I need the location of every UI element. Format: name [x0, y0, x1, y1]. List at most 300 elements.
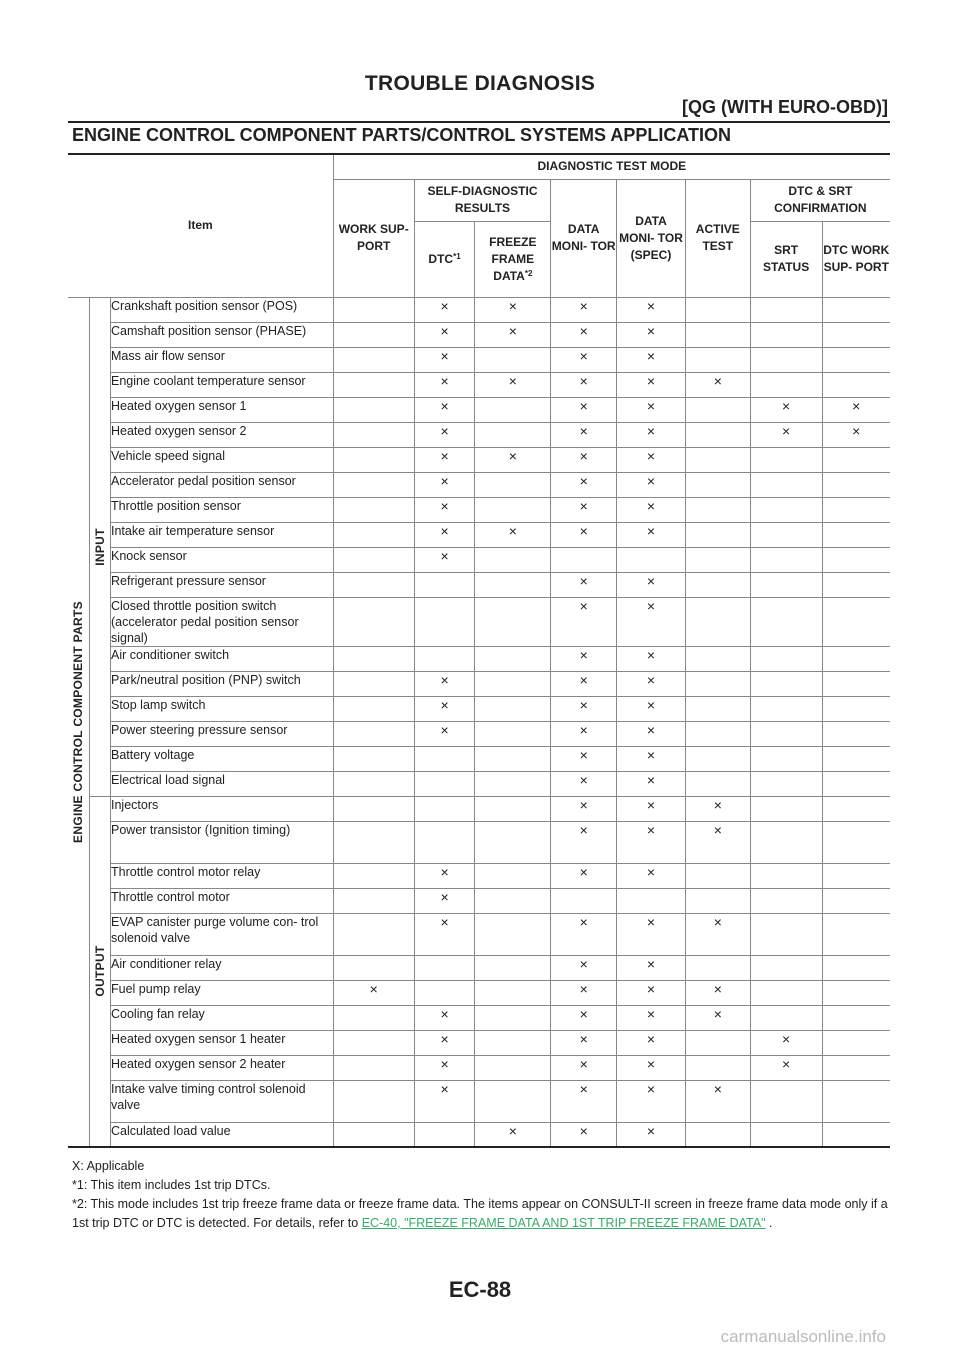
data-monitor-header: DATA MONI- TOR: [551, 179, 617, 297]
applicable-mark: [822, 1080, 890, 1122]
applicable-mark: ×: [617, 1030, 686, 1055]
applicable-mark: ×: [414, 671, 475, 696]
applicable-mark: [475, 771, 551, 796]
applicable-mark: [333, 696, 414, 721]
applicable-mark: ×: [617, 913, 686, 955]
table-row: [68, 547, 890, 572]
dtc-header: DTC$^{*1}$: [414, 221, 475, 297]
applicable-mark: [750, 696, 822, 721]
applicable-mark: ×: [414, 863, 475, 888]
applicable-mark: [822, 1030, 890, 1055]
applicable-mark: ×: [551, 955, 617, 980]
applicable-mark: [414, 572, 475, 597]
applicable-mark: ×: [617, 597, 686, 646]
table-row: [68, 671, 890, 696]
applicable-mark: [333, 771, 414, 796]
applicable-mark: [333, 547, 414, 572]
applicable-mark: ×: [551, 1030, 617, 1055]
applicable-mark: ×: [617, 447, 686, 472]
table-row: [68, 447, 890, 472]
applicable-mark: [475, 572, 551, 597]
applicable-mark: ×: [617, 472, 686, 497]
applicable-mark: ×: [617, 796, 686, 821]
applicable-mark: [750, 497, 822, 522]
output-group-label: OUTPUT: [92, 945, 107, 997]
applicable-mark: [414, 746, 475, 771]
table-row: [68, 1122, 890, 1147]
applicable-mark: ×: [414, 1080, 475, 1122]
item-name: Intake valve timing control solenoid valve: [111, 1080, 334, 1122]
applicable-mark: [822, 696, 890, 721]
applicable-mark: [617, 547, 686, 572]
applicable-mark: ×: [414, 397, 475, 422]
applicable-mark: ×: [551, 422, 617, 447]
applicable-mark: [475, 422, 551, 447]
dtc-work-support-header: DTC WORK SUP- PORT: [822, 221, 890, 297]
applicable-mark: [822, 955, 890, 980]
applicable-mark: [685, 888, 750, 913]
applicable-mark: ×: [617, 422, 686, 447]
applicable-mark: [750, 913, 822, 955]
applicable-mark: ×: [617, 721, 686, 746]
applicable-mark: ×: [551, 863, 617, 888]
applicable-mark: [822, 322, 890, 347]
watermark: carmanualsonline.info: [720, 1327, 886, 1346]
applicable-mark: ×: [551, 980, 617, 1005]
applicable-mark: ×: [617, 1005, 686, 1030]
applicable-mark: ×: [551, 497, 617, 522]
item-header: Item: [68, 154, 333, 297]
applicable-mark: [333, 913, 414, 955]
applicable-mark: [475, 397, 551, 422]
applicable-mark: [750, 771, 822, 796]
applicable-mark: [822, 746, 890, 771]
applicable-mark: [475, 347, 551, 372]
applicable-mark: [414, 955, 475, 980]
applicable-mark: ×: [750, 422, 822, 447]
applicable-mark: ×: [617, 297, 686, 322]
work-support-header: WORK SUP- PORT: [333, 179, 414, 297]
applicable-mark: [414, 646, 475, 671]
applicable-mark: ×: [551, 821, 617, 863]
applicable-mark: ×: [475, 322, 551, 347]
input-group-cell: [89, 297, 110, 796]
applicable-mark: [685, 547, 750, 572]
item-name: Heated oxygen sensor 1: [111, 397, 334, 422]
applicable-mark: [822, 572, 890, 597]
applicable-mark: [750, 297, 822, 322]
applicable-mark: ×: [551, 472, 617, 497]
applicable-mark: ×: [617, 696, 686, 721]
applicable-mark: [475, 472, 551, 497]
applicable-mark: [475, 671, 551, 696]
applicable-mark: [750, 980, 822, 1005]
input-group-label: INPUT: [92, 527, 107, 566]
applicable-mark: ×: [685, 372, 750, 397]
applicable-mark: [333, 447, 414, 472]
item-name: Knock sensor: [111, 547, 334, 572]
table-row: [68, 646, 890, 671]
applicable-mark: [685, 447, 750, 472]
table-row: [68, 297, 890, 322]
item-name: Battery voltage: [111, 746, 334, 771]
applicable-mark: [475, 1080, 551, 1122]
item-name: Fuel pump relay: [111, 980, 334, 1005]
applicable-mark: [414, 796, 475, 821]
applicable-mark: [822, 1122, 890, 1147]
applicable-mark: [333, 347, 414, 372]
applicable-mark: ×: [475, 372, 551, 397]
applicable-mark: [551, 547, 617, 572]
applicable-mark: ×: [617, 522, 686, 547]
applicable-mark: [685, 863, 750, 888]
applicable-mark: [822, 796, 890, 821]
applicable-mark: ×: [617, 347, 686, 372]
applicable-mark: [475, 497, 551, 522]
applicable-mark: [333, 796, 414, 821]
applicable-mark: [822, 472, 890, 497]
table-row: [68, 821, 890, 863]
applicable-mark: [475, 547, 551, 572]
table-row: [68, 863, 890, 888]
applicable-mark: [685, 347, 750, 372]
applicable-mark: [750, 1080, 822, 1122]
srt-status-header: SRT STATUS: [750, 221, 822, 297]
applicable-mark: [750, 746, 822, 771]
applicable-mark: ×: [750, 1030, 822, 1055]
applicable-mark: ×: [822, 397, 890, 422]
applicable-mark: [750, 1005, 822, 1030]
item-name: Vehicle speed signal: [111, 447, 334, 472]
section-title: ENGINE CONTROL COMPONENT PARTS/CONTROL SYSTEMS APPLICATION: [72, 125, 732, 145]
item-name: Air conditioner relay: [111, 955, 334, 980]
table-row: [68, 980, 890, 1005]
applicable-mark: ×: [685, 980, 750, 1005]
applicable-mark: ×: [617, 955, 686, 980]
applicable-mark: ×: [551, 447, 617, 472]
applicable-mark: [333, 597, 414, 646]
item-name: Heated oxygen sensor 2: [111, 422, 334, 447]
applicable-mark: ×: [617, 746, 686, 771]
item-name: Mass air flow sensor: [111, 347, 334, 372]
applicable-mark: [750, 547, 822, 572]
applicable-mark: [822, 372, 890, 397]
applicable-mark: ×: [617, 397, 686, 422]
applicable-mark: [414, 1122, 475, 1147]
applicable-mark: [333, 472, 414, 497]
table-row: [68, 1030, 890, 1055]
applicable-mark: [475, 696, 551, 721]
applicable-mark: [333, 821, 414, 863]
page-header-subtitle: [QG (WITH EURO-OBD)]: [682, 97, 888, 117]
applicable-mark: [685, 522, 750, 547]
table-row: [68, 497, 890, 522]
applicable-mark: ×: [414, 547, 475, 572]
applicable-mark: [685, 472, 750, 497]
table-row: [68, 472, 890, 497]
applicable-mark: ×: [685, 913, 750, 955]
header-divider: [68, 121, 890, 123]
applicable-mark: [822, 646, 890, 671]
data-monitor-spec-header: DATA MONI- TOR (SPEC): [617, 179, 686, 297]
applicable-mark: [750, 671, 822, 696]
freeze-frame-header: FREEZE FRAME DATA$^{*2}$: [475, 221, 551, 297]
applicable-mark: [617, 888, 686, 913]
page-number: EC-88: [448, 1277, 512, 1302]
applicable-mark: [750, 597, 822, 646]
table-row: [68, 372, 890, 397]
applicable-mark: ×: [551, 1122, 617, 1147]
applicable-mark: [333, 397, 414, 422]
table-row: [68, 888, 890, 913]
applicable-mark: ×: [475, 297, 551, 322]
applicable-mark: [475, 980, 551, 1005]
applicable-mark: ×: [685, 796, 750, 821]
component-parts-label: ENGINE CONTROL COMPONENT PARTS: [71, 600, 86, 843]
applicable-mark: ×: [617, 771, 686, 796]
applicable-mark: [333, 721, 414, 746]
applicable-mark: ×: [551, 372, 617, 397]
applicable-mark: ×: [551, 671, 617, 696]
table-row: [68, 572, 890, 597]
applicable-mark: ×: [685, 1080, 750, 1122]
applicable-mark: ×: [750, 397, 822, 422]
item-name: Throttle control motor relay: [111, 863, 334, 888]
table-row: [68, 347, 890, 372]
application-table: [68, 153, 890, 1148]
applicable-mark: [414, 980, 475, 1005]
applicable-mark: ×: [414, 497, 475, 522]
table-row: [68, 746, 890, 771]
applicable-mark: [822, 913, 890, 955]
applicable-mark: ×: [685, 1005, 750, 1030]
applicable-mark: ×: [551, 572, 617, 597]
applicable-mark: ×: [551, 771, 617, 796]
applicable-mark: ×: [617, 980, 686, 1005]
applicable-mark: [685, 497, 750, 522]
applicable-mark: [750, 472, 822, 497]
item-name: Camshaft position sensor (PHASE): [111, 322, 334, 347]
applicable-mark: [750, 721, 822, 746]
applicable-mark: [333, 955, 414, 980]
applicable-mark: [750, 863, 822, 888]
applicable-mark: [333, 297, 414, 322]
applicable-mark: ×: [414, 913, 475, 955]
applicable-mark: [333, 572, 414, 597]
applicable-mark: ×: [617, 572, 686, 597]
applicable-mark: [333, 497, 414, 522]
applicable-mark: ×: [551, 913, 617, 955]
applicable-mark: [750, 821, 822, 863]
applicable-mark: [475, 1055, 551, 1080]
applicable-mark: [475, 646, 551, 671]
item-name: Heated oxygen sensor 1 heater: [111, 1030, 334, 1055]
applicable-mark: ×: [414, 522, 475, 547]
applicable-mark: [685, 1122, 750, 1147]
applicable-mark: ×: [617, 1122, 686, 1147]
applicable-mark: ×: [617, 497, 686, 522]
item-name: Intake air temperature sensor: [111, 522, 334, 547]
applicable-mark: [333, 1080, 414, 1122]
applicable-mark: ×: [475, 522, 551, 547]
table-row: [68, 1055, 890, 1080]
diagnostic-test-mode-header: DIAGNOSTIC TEST MODE: [333, 154, 890, 179]
applicable-mark: [333, 372, 414, 397]
applicable-mark: ×: [617, 671, 686, 696]
applicable-mark: [333, 1122, 414, 1147]
self-diagnostic-header: SELF-DIAGNOSTIC RESULTS: [414, 179, 551, 221]
item-name: Accelerator pedal position sensor: [111, 472, 334, 497]
applicable-mark: [333, 646, 414, 671]
applicable-mark: [822, 597, 890, 646]
applicable-mark: [685, 1055, 750, 1080]
applicable-mark: ×: [551, 721, 617, 746]
applicable-mark: ×: [414, 472, 475, 497]
table-row: [68, 522, 890, 547]
applicable-mark: ×: [414, 447, 475, 472]
applicable-mark: [333, 888, 414, 913]
item-name: Refrigerant pressure sensor: [111, 572, 334, 597]
applicable-mark: ×: [822, 422, 890, 447]
applicable-mark: [475, 597, 551, 646]
applicable-mark: [822, 347, 890, 372]
applicable-mark: ×: [551, 397, 617, 422]
applicable-mark: [333, 1005, 414, 1030]
applicable-mark: ×: [551, 696, 617, 721]
applicable-mark: [685, 721, 750, 746]
applicable-mark: [414, 821, 475, 863]
applicable-mark: [685, 1030, 750, 1055]
applicable-mark: [685, 597, 750, 646]
footnote-2: *2: This mode includes 1st trip freeze frame data or freeze frame data. The items appear on CONSULT-II screen in freeze frame data mode only if a 1st trip DTC or DTC is detected. For details, refer to EC-40, "FREEZE FRAME DATA AND 1ST TRIP FREEZE FRAME DATA" .: [72, 1197, 888, 1230]
applicable-mark: ×: [414, 297, 475, 322]
applicable-mark: [750, 322, 822, 347]
item-name: Heated oxygen sensor 2 heater: [111, 1055, 334, 1080]
freeze-frame-data-link[interactable]: EC-40, "FREEZE FRAME DATA AND 1ST TRIP FREEZE FRAME DATA": [361, 1216, 766, 1230]
applicable-mark: [822, 547, 890, 572]
item-name: Calculated load value: [111, 1122, 334, 1147]
applicable-mark: ×: [551, 1080, 617, 1122]
applicable-mark: [475, 863, 551, 888]
applicable-mark: [333, 1030, 414, 1055]
applicable-mark: [475, 913, 551, 955]
table-row: [68, 721, 890, 746]
applicable-mark: [333, 1055, 414, 1080]
table-row: [68, 1080, 890, 1122]
item-name: Cooling fan relay: [111, 1005, 334, 1030]
applicable-mark: [750, 646, 822, 671]
applicable-mark: [333, 746, 414, 771]
applicable-mark: [750, 796, 822, 821]
applicable-mark: [475, 955, 551, 980]
applicable-mark: ×: [617, 646, 686, 671]
applicable-mark: [822, 821, 890, 863]
applicable-mark: [822, 522, 890, 547]
item-name: EVAP canister purge volume con- trol solenoid valve: [111, 913, 334, 955]
applicable-mark: ×: [617, 863, 686, 888]
applicable-mark: [822, 771, 890, 796]
applicable-mark: [822, 721, 890, 746]
applicable-mark: [685, 646, 750, 671]
applicable-mark: ×: [551, 597, 617, 646]
applicable-mark: [822, 980, 890, 1005]
applicable-mark: ×: [414, 696, 475, 721]
item-name: Crankshaft position sensor (POS): [111, 297, 334, 322]
active-test-header: ACTIVE TEST: [685, 179, 750, 297]
dtc-srt-confirmation-header: DTC & SRT CONFIRMATION: [750, 179, 890, 221]
applicable-mark: ×: [414, 372, 475, 397]
applicable-mark: ×: [551, 796, 617, 821]
applicable-mark: ×: [414, 1030, 475, 1055]
item-name: Power steering pressure sensor: [111, 721, 334, 746]
item-name: Electrical load signal: [111, 771, 334, 796]
applicable-mark: ×: [333, 980, 414, 1005]
applicable-mark: ×: [551, 646, 617, 671]
applicable-mark: ×: [551, 746, 617, 771]
applicable-mark: [685, 771, 750, 796]
applicable-mark: [333, 671, 414, 696]
table-row: [68, 913, 890, 955]
footnote-1: *1: This item includes 1st trip DTCs.: [72, 1178, 271, 1192]
applicable-mark: ×: [551, 347, 617, 372]
applicable-mark: ×: [475, 1122, 551, 1147]
footnote-applicable: X: Applicable: [72, 1159, 145, 1173]
item-name: Power transistor (Ignition timing): [111, 821, 334, 863]
applicable-mark: ×: [414, 888, 475, 913]
applicable-mark: ×: [551, 297, 617, 322]
applicable-mark: ×: [414, 721, 475, 746]
applicable-mark: [475, 1005, 551, 1030]
applicable-mark: [822, 671, 890, 696]
applicable-mark: ×: [617, 322, 686, 347]
applicable-mark: [475, 821, 551, 863]
applicable-mark: [750, 1122, 822, 1147]
output-group-cell: [89, 796, 110, 1147]
applicable-mark: ×: [414, 1055, 475, 1080]
applicable-mark: [551, 888, 617, 913]
applicable-mark: [414, 597, 475, 646]
applicable-mark: [475, 721, 551, 746]
applicable-mark: ×: [551, 322, 617, 347]
applicable-mark: ×: [414, 422, 475, 447]
item-name: Air conditioner switch: [111, 646, 334, 671]
table-row: [68, 322, 890, 347]
component-parts-group-cell: [68, 297, 89, 1147]
applicable-mark: [822, 497, 890, 522]
applicable-mark: [475, 746, 551, 771]
item-name: Park/neutral position (PNP) switch: [111, 671, 334, 696]
applicable-mark: [685, 322, 750, 347]
applicable-mark: [822, 1005, 890, 1030]
applicable-mark: [685, 955, 750, 980]
applicable-mark: [475, 888, 551, 913]
applicable-mark: [685, 297, 750, 322]
applicable-mark: [685, 746, 750, 771]
table-row: [68, 397, 890, 422]
applicable-mark: [822, 297, 890, 322]
applicable-mark: [333, 322, 414, 347]
applicable-mark: [822, 863, 890, 888]
item-name: Engine coolant temperature sensor: [111, 372, 334, 397]
applicable-mark: [333, 863, 414, 888]
applicable-mark: [822, 888, 890, 913]
applicable-mark: [750, 372, 822, 397]
applicable-mark: [685, 572, 750, 597]
item-name: Closed throttle position switch (accelerator pedal position sensor signal): [111, 597, 334, 646]
applicable-mark: ×: [551, 1005, 617, 1030]
table-row: [68, 422, 890, 447]
applicable-mark: ×: [551, 1055, 617, 1080]
